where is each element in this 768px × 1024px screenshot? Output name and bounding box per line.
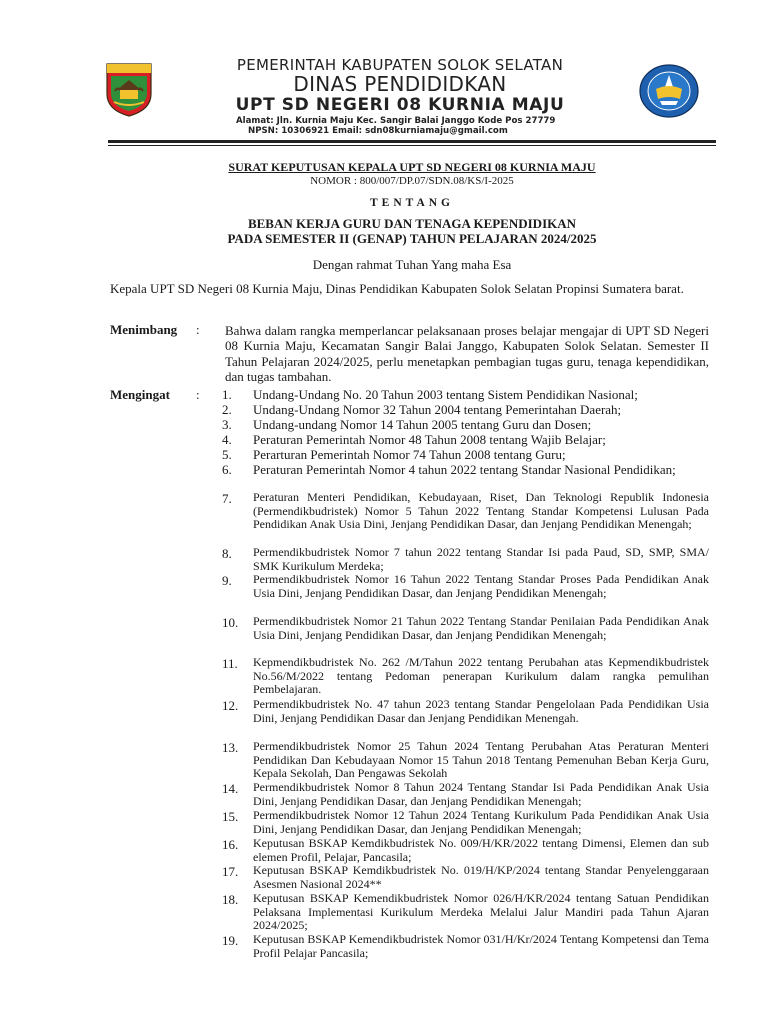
list-item-text: Permendikbudristek Nomor 16 Tahun 2022 Tentang Standar Proses Pada Pendidikan Anak Usia Dini, Jenjang Pendidikan Dasar, dan Jenjang Pendidikan Menengah; (253, 572, 709, 600)
list-item-text: Peraturan Menteri Pendidikan, Kebudayaan, Riset, Dan Teknologi Republik Indonesia (Permendikbudristek) Nomor 5 Tahun 2022 Tentang Standar Kompetensi Lulusan Pada Pendidikan Anak Usia Dini, Jenjang Pendidikan Dasar, dan Jenjang Pendidikan Menengah; (253, 490, 709, 531)
opening-blessing: Dengan rahmat Tuhan Yang maha Esa (312, 257, 512, 272)
list-item-text: Perarturan Pemerintah Nomor 74 Tahun 2008 tentang Guru; (253, 447, 566, 462)
menimbang-label: Menimbang (110, 322, 178, 337)
mengingat-label: Mengingat (110, 387, 170, 402)
tut-wuri-handayani-icon (638, 63, 700, 119)
letterhead-address: Alamat: Jln. Kurnia Maju Kec. Sangir Balai Janggo Kode Pos 27779 (236, 116, 556, 126)
list-item-text: Permendikbudristek Nomor 25 Tahun 2024 Tentang Perubahan Atas Peraturan Menteri Pendidikan Dan Kebudayaan Nomor 15 Tahun 2018 Tentang Pemenuhan Beban Kerja Guru, Kepala Sekolah, Dan Pengawas Sekolah (253, 739, 709, 780)
list-item-text: Keputusan BSKAP Kemendikbudristek Nomor 031/H/Kr/2024 Tentang Kompetensi dan Tema Profil Pelajar Pancasila; (253, 932, 709, 960)
list-item-number: 18. (222, 892, 239, 907)
list-item-number: 19. (222, 933, 239, 948)
letterhead-school: UPT SD NEGERI 08 KURNIA MAJU (235, 95, 565, 115)
letterhead-npsn-email: NPSN: 10306921 Email: sdn08kurniamaju@gmail.com (248, 126, 508, 136)
list-item-text: Undang-Undang Nomor 32 Tahun 2004 tentang Pemerintahan Daerah; (253, 402, 622, 417)
list-item-number: 4. (222, 432, 232, 447)
list-item-number: 3. (222, 417, 232, 432)
list-item-text: Keputusan BSKAP Kemdikbudristek No. 019/H/KP/2024 tentang Standar Penyelenggaraan Asesmen Nasional 2024** (253, 863, 709, 891)
list-item-number: 14. (222, 781, 239, 796)
letterhead-agency: DINAS PENDIDIDKAN (293, 72, 507, 96)
decree-title: SURAT KEPUTUSAN KEPALA UPT SD NEGERI 08 KURNIA MAJU (228, 160, 596, 174)
menimbang-text: Bahwa dalam rangka memperlancar pelaksanaan proses belajar mengajar di UPT SD Negeri 08 Kurnia Maju, Kecamatan Sangir Balai Janggo, Kabupaten Solok Selatan. Semester II Tahun Pelajaran 2024/2025, perlu menetapkan pembagian tugas guru, tenaga kependidikan, dan tugas tambahan. (225, 323, 709, 384)
decree-number: NOMOR : 800/007/DP.07/SDN.08/KS/I-2025 (310, 175, 514, 187)
list-item-number: 6. (222, 462, 232, 477)
list-item-text: Peraturan Pemerintah Nomor 48 Tahun 2008 tentang Wajib Belajar; (253, 432, 606, 447)
letterhead-address-block (236, 116, 656, 136)
list-item-number: 1. (222, 387, 232, 402)
list-item-text: Undang-Undang No. 20 Tahun 2003 tentang Sistem Pendidikan Nasional; (253, 387, 638, 402)
list-item-text: Undang-undang Nomor 14 Tahun 2005 tentang Guru dan Dosen; (253, 417, 592, 432)
list-item-text: Peraturan Pemerintah Nomor 4 tahun 2022 tentang Standar Nasional Pendidikan; (253, 462, 676, 477)
list-item-text: Permendikbudristek Nomor 7 tahun 2022 tentang Standar Isi pada Paud, SD, SMP, SMA/ SMK Kurikulum Merdeka; (253, 545, 709, 573)
menimbang-colon: : (196, 322, 200, 337)
list-item-number: 5. (222, 447, 232, 462)
list-item-number: 16. (222, 837, 239, 852)
list-item-number: 12. (222, 698, 239, 713)
mengingat-colon: : (196, 387, 200, 402)
list-item-text: Kepmendikbudristek No. 262 /M/Tahun 2022 tentang Perubahan atas Kepmendikbudristek No.56/M/2022 tentang Pedoman penerapan Kurikulum dalam rangka pemulihan Pembelajaran. (253, 655, 709, 696)
list-item-number: 8. (222, 546, 232, 561)
decree-subject-line1: BEBAN KERJA GURU DAN TENAGA KEPENDIDIKAN (247, 216, 577, 231)
list-item-text: Permendikbudristek Nomor 12 Tahun 2024 Tentang Kurikulum Pada Pendidikan Anak Usia Dini, Jenjang Pendidikan Dasar, dan Jenjang Pendidikan Menengah; (253, 808, 709, 836)
list-item-text: Permendikbudristek No. 47 tahun 2023 tentang Standar Pengelolaan Pada Pendidikan Usia Dini, Jenjang Pendidikan Dasar dan Jenjang Pendidikan Menengah. (253, 697, 709, 725)
list-item-number: 13. (222, 740, 239, 755)
list-item-number: 11. (222, 656, 238, 671)
issuer-statement: Kepala UPT SD Negeri 08 Kurnia Maju, Dinas Pendidikan Kabupaten Solok Selatan Propinsi Sumatera barat. (110, 281, 684, 296)
list-item-text: Permendikbudristek Nomor 8 Tahun 2024 Tentang Standar Isi Pada Pendidikan Anak Usia Dini, Jenjang Pendidikan Dasar, dan Jenjang Pendidikan Menengah; (253, 780, 709, 808)
list-item-number: 17. (222, 864, 239, 879)
list-item-text: Keputusan BSKAP Kemendikbudristek Nomor 026/H/KR/2024 tentang Satuan Pendidikan Pelaksana Implementasi Kurikulum Merdeka Melalui Jalur Mandiri pada Tahun Ajaran 2024/2025; (253, 891, 709, 932)
list-item-number: 9. (222, 573, 232, 588)
list-item-number: 2. (222, 402, 232, 417)
letterhead-rule-thin (108, 145, 716, 146)
list-item-text: Keputusan BSKAP Kemdikbudristek No. 009/H/KR/2022 tentang Dimensi, Elemen dan sub elemen Profil, Pelajar, Pancasila; (253, 836, 709, 864)
tentang-heading: TENTANG (369, 197, 455, 209)
decree-subject (108, 217, 716, 246)
list-item-number: 15. (222, 809, 239, 824)
decree-subject-line2: PADA SEMESTER II (GENAP) TAHUN PELAJARAN 2024/2025 (227, 230, 597, 246)
list-item-text: Permendikbudristek Nomor 21 Tahun 2022 Tentang Standar Penilaian Pada Pendidikan Anak Usia Dini, Jenjang Pendidikan Dasar, dan Jenjang Pendidikan Menengah; (253, 614, 709, 642)
solok-selatan-crest-icon (104, 60, 154, 118)
letterhead-government: PEMERINTAH KABUPATEN SOLOK SELATAN (236, 56, 564, 74)
list-item-number: 7. (222, 491, 232, 506)
letterhead-rule-thick (108, 140, 716, 143)
list-item-number: 10. (222, 615, 239, 630)
